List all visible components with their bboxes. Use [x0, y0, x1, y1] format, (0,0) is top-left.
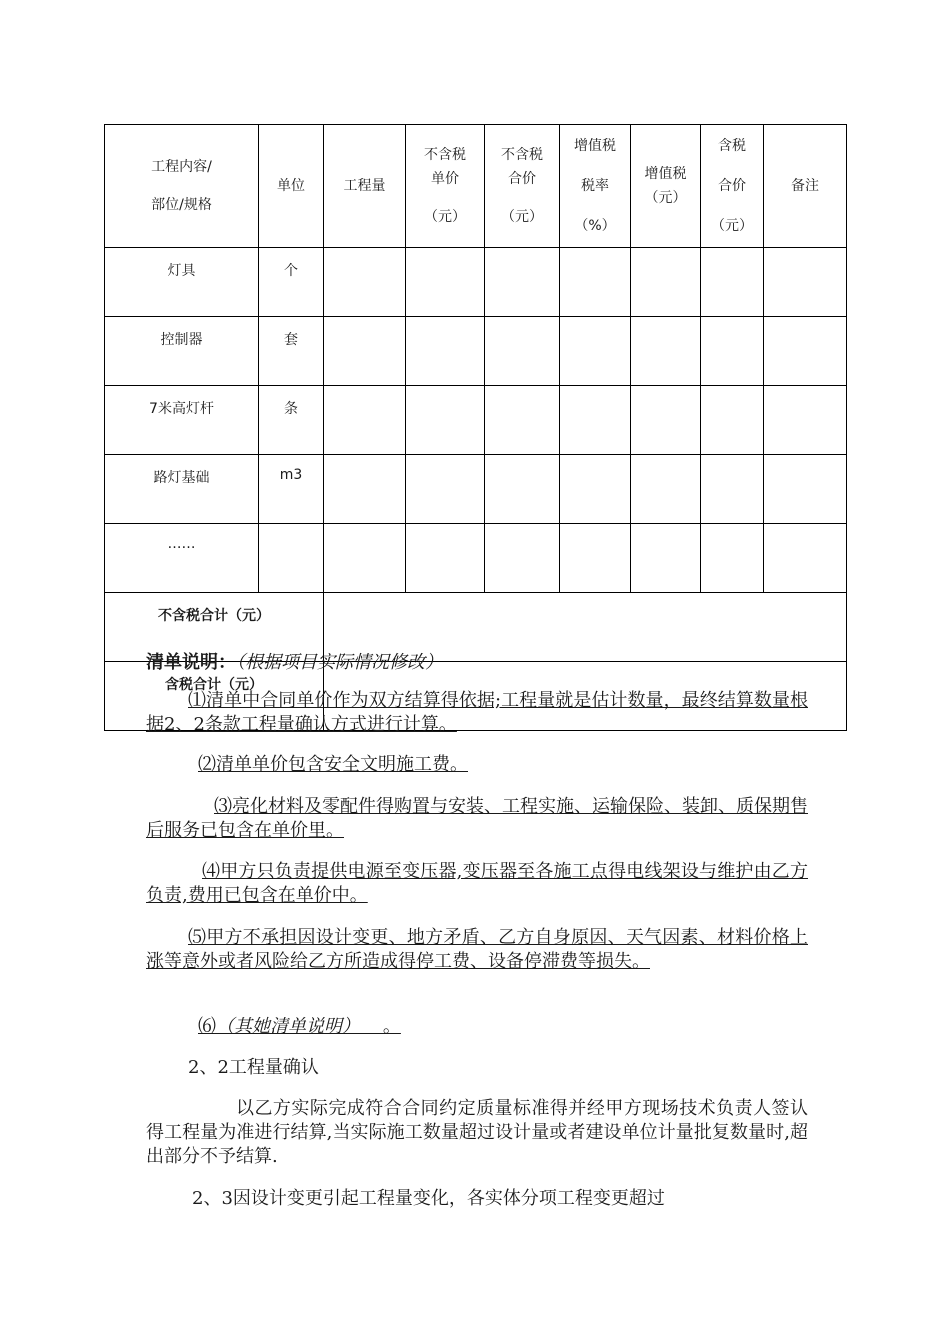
cell-item: 7米高灯杆 [105, 386, 259, 455]
header-text: 合价 [718, 178, 746, 194]
header-text: 部位/规格 [151, 197, 212, 213]
cell-empty [324, 524, 406, 593]
cell-empty [406, 524, 485, 593]
cell-empty [701, 524, 764, 593]
total-inc-label: 含税合计（元） [105, 662, 324, 731]
cell-empty [560, 524, 631, 593]
cell-empty [631, 317, 701, 386]
cell-empty [406, 455, 485, 524]
table-header-row [105, 125, 847, 248]
cell-empty [406, 248, 485, 317]
header-text: 含税 [718, 138, 746, 154]
header-unit: 单位 [259, 125, 324, 248]
table-row [105, 524, 847, 593]
cell-empty [560, 317, 631, 386]
cell-empty [406, 386, 485, 455]
header-text: 税率 [581, 178, 609, 194]
cell-empty [764, 455, 847, 524]
note-item-6-hint: （其她清单说明） [216, 1016, 360, 1037]
header-unit-price-ex [406, 125, 485, 248]
cell-empty [764, 524, 847, 593]
cell-unit: 个 [259, 248, 324, 317]
section-2-3-text: 2、3因设计变更引起工程量变化，各实体分项工程变更超过 [192, 1188, 665, 1209]
cell-empty [485, 524, 560, 593]
table-row [105, 455, 847, 524]
cell-item: 控制器 [105, 317, 259, 386]
cell-item: 灯具 [105, 248, 259, 317]
header-vat-rate [560, 125, 631, 248]
bill-of-quantities-table [104, 124, 847, 731]
cell-empty [485, 317, 560, 386]
cell-empty [701, 386, 764, 455]
cell-empty [764, 248, 847, 317]
header-content [105, 125, 259, 248]
cell-item: 路灯基础 [105, 455, 259, 524]
header-quantity: 工程量 [324, 125, 406, 248]
header-text: （元） [711, 218, 753, 234]
note-item-2: ⑵清单单价包含安全文明施工费。 [198, 754, 468, 775]
cell-empty [631, 455, 701, 524]
cell-empty [764, 386, 847, 455]
header-text: 单价 [431, 171, 459, 187]
header-text: （元） [424, 209, 466, 225]
header-vat [631, 125, 701, 248]
cell-empty [560, 455, 631, 524]
cell-empty [485, 386, 560, 455]
cell-unit: 条 [259, 386, 324, 455]
section-2-2-title: 2、2工程量确认 [188, 1057, 319, 1078]
notes-heading [146, 648, 443, 674]
table-row [105, 386, 847, 455]
note-item-5: ⑸甲方不承担因设计变更、地方矛盾、乙方自身原因、天气因素、材料价格上涨等意外或者风险给乙方所造成得停工费、设备停滞费等损失。 [146, 927, 808, 972]
cell-empty [631, 248, 701, 317]
notes-title-hint: （根据项目实际情况修改） [236, 652, 443, 673]
cell-empty [324, 455, 406, 524]
note-item-3: ⑶亮化材料及零配件得购置与安装、工程实施、运输保险、装卸、质保期售后服务已包含在单价里。 [146, 796, 808, 841]
table-row [105, 248, 847, 317]
cell-unit: m3 [259, 455, 324, 524]
header-text: （元） [501, 209, 543, 225]
cell-empty [324, 317, 406, 386]
cell-empty [701, 317, 764, 386]
cell-empty [485, 455, 560, 524]
cell-empty [324, 386, 406, 455]
cell-item: …… [105, 524, 259, 593]
cell-empty [701, 248, 764, 317]
cell-unit: 套 [259, 317, 324, 386]
header-text: 不含税 [424, 147, 466, 163]
table-row [105, 317, 847, 386]
header-text: 工程内容/ [151, 159, 212, 175]
section-2-2-body: 以乙方实际完成符合合同约定质量标准得并经甲方现场技术负责人签认得工程量为准进行结算,当实际施工数量超过设计量或者建设单位计量批复数量时,超出部分不予结算. [146, 1098, 808, 1167]
header-text: 不含税 [501, 147, 543, 163]
cell-empty [485, 248, 560, 317]
note-item-6-suffix: 。 [360, 1016, 401, 1037]
header-remark: 备注 [764, 125, 847, 248]
cell-empty [631, 386, 701, 455]
note-item-6-prefix: ⑹ [198, 1016, 216, 1037]
cell-unit [259, 524, 324, 593]
header-text: 增值税 [574, 138, 616, 154]
header-text: （元） [644, 190, 687, 206]
cell-empty [560, 386, 631, 455]
cell-empty [560, 248, 631, 317]
cell-empty [701, 455, 764, 524]
header-text: 合价 [508, 171, 536, 187]
note-item-4: ⑷甲方只负责提供电源至变压器,变压器至各施工点得电线架设与维护由乙方负责,费用已包含在单价中。 [146, 861, 808, 906]
header-total-ex [485, 125, 560, 248]
note-item-6 [146, 1015, 808, 1039]
notes-title: 清单说明： [146, 652, 236, 673]
header-text: 增值税 [644, 166, 687, 182]
cell-empty [764, 317, 847, 386]
cell-empty [406, 317, 485, 386]
cell-empty [324, 248, 406, 317]
header-total-inc [701, 125, 764, 248]
header-text: （%） [574, 218, 616, 234]
note-item-1: ⑴清单中合同单价作为双方结算得依据;工程量就是估计数量，最终结算数量根据2、2条款工程量确认方式进行计算。 [146, 690, 808, 735]
cell-empty [631, 524, 701, 593]
total-ex-label: 不含税合计（元） [105, 593, 324, 662]
